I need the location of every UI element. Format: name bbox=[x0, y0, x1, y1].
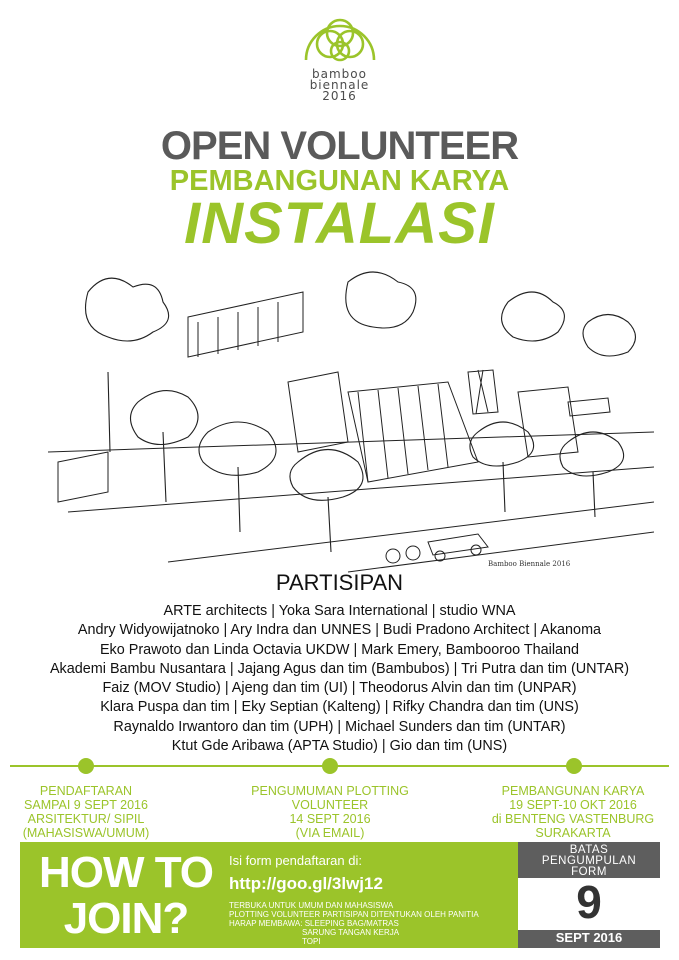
timeline-text: 14 SEPT 2016 bbox=[289, 812, 371, 826]
logo-line-1: bamboo bbox=[312, 67, 367, 81]
timeline-registration bbox=[0, 784, 196, 840]
participant-line: Akademi Bambu Nusantara | Jajang Agus dan tim (Bambubos) | Tri Putra dan tim (UNTAR) bbox=[49, 660, 630, 677]
deadline-month: SEPT 2016 bbox=[555, 930, 623, 945]
participant-line: Eko Prawoto dan Linda Octavia UKDW | Mark Emery, Bambooroo Thailand bbox=[99, 641, 580, 658]
note-line: TOPI bbox=[302, 937, 321, 946]
participant-line: Raynaldo Irwantoro dan tim (UPH) | Michael Sunders dan tim (UNTAR) bbox=[113, 718, 566, 735]
participant-line: Klara Puspa dan tim | Eky Septian (Kalteng) | Rifky Chandra dan tim (UNS) bbox=[100, 699, 579, 716]
timeline-text: VOLUNTEER bbox=[291, 798, 369, 812]
timeline-text: SAMPAI 9 SEPT 2016 bbox=[24, 798, 148, 812]
how-to-join-line-1: HOW TO bbox=[38, 848, 214, 897]
timeline-text: ARSITEKTUR/ SIPIL bbox=[27, 812, 145, 826]
headline-instalasi: INSTALASI bbox=[184, 191, 495, 256]
timeline-text: di BENTENG VASTENBURG bbox=[491, 812, 655, 826]
timeline-dot-2 bbox=[322, 758, 338, 774]
participants-list bbox=[0, 602, 679, 756]
event-logo bbox=[0, 14, 679, 102]
architectural-sketch-illustration bbox=[48, 262, 654, 574]
participants-title: PARTISIPAN bbox=[275, 570, 404, 595]
participant-line: Ktut Gde Aribawa (APTA Studio) | Gio dan tim (UNS) bbox=[171, 738, 508, 755]
timeline-announcement bbox=[220, 784, 440, 840]
bamboo-biennale-logo-icon bbox=[300, 14, 380, 64]
participant-line: Andry Widyowijatnoko | Ary Indra dan UNNES | Budi Pradono Architect | Akanoma bbox=[77, 622, 602, 639]
headline-open-volunteer: OPEN VOLUNTEER bbox=[160, 124, 519, 168]
timeline-text: 19 SEPT-10 OKT 2016 bbox=[509, 798, 637, 812]
timeline-text: SURAKARTA bbox=[535, 826, 611, 840]
timeline-bar bbox=[0, 758, 679, 774]
participant-line: Faiz (MOV Studio) | Ajeng dan tim (UI) | Theodorus Alvin dan tim (UNPAR) bbox=[102, 680, 577, 697]
deadline-label-line: BATAS bbox=[569, 844, 609, 856]
registration-link[interactable]: http://goo.gl/3lwj12 bbox=[229, 874, 383, 893]
timeline-text: PEMBANGUNAN KARYA bbox=[501, 784, 645, 798]
notes bbox=[229, 901, 514, 946]
timeline-dot-1 bbox=[78, 758, 94, 774]
timeline-text: (MAHASISWA/UMUM) bbox=[22, 826, 150, 840]
timeline-text: PENDAFTARAN bbox=[39, 784, 133, 798]
timeline-construction bbox=[463, 784, 679, 840]
deadline-label bbox=[518, 845, 660, 878]
logo-line-3: 2016 bbox=[322, 89, 357, 103]
deadline-label-line: PENGUMPULAN bbox=[541, 855, 637, 867]
timeline-text: PENGUMUMAN PLOTTING bbox=[251, 784, 409, 798]
note-line: TERBUKA UNTUK UMUM DAN MAHASISWA bbox=[229, 901, 394, 910]
form-label: Isi form pendaftaran di: bbox=[229, 853, 362, 868]
registration-info bbox=[229, 853, 514, 946]
note-line: SARUNG TANGAN KERJA bbox=[302, 928, 400, 937]
how-to-join-line-2: JOIN? bbox=[63, 894, 189, 943]
headline-pembangunan-karya: PEMBANGUNAN KARYA bbox=[169, 165, 510, 197]
how-to-join-title bbox=[26, 850, 226, 942]
timeline-dot-3 bbox=[566, 758, 582, 774]
deadline-label-line: FORM bbox=[571, 866, 607, 878]
participant-line: ARTE architects | Yoka Sara International | studio WNA bbox=[163, 603, 516, 619]
note-line: PLOTTING VOLUNTEER PARTISIPAN DITENTUKAN OLEH PANITIA bbox=[229, 910, 479, 919]
timeline-text: (VIA EMAIL) bbox=[295, 826, 365, 840]
note-line: HARAP MEMBAWA: SLEEPING BAG/MATRAS bbox=[229, 919, 399, 928]
deadline-day: 9 bbox=[576, 876, 602, 928]
sketch-signature: Bamboo Biennale 2016 bbox=[488, 560, 571, 568]
logo-line-2: biennale bbox=[309, 78, 370, 92]
